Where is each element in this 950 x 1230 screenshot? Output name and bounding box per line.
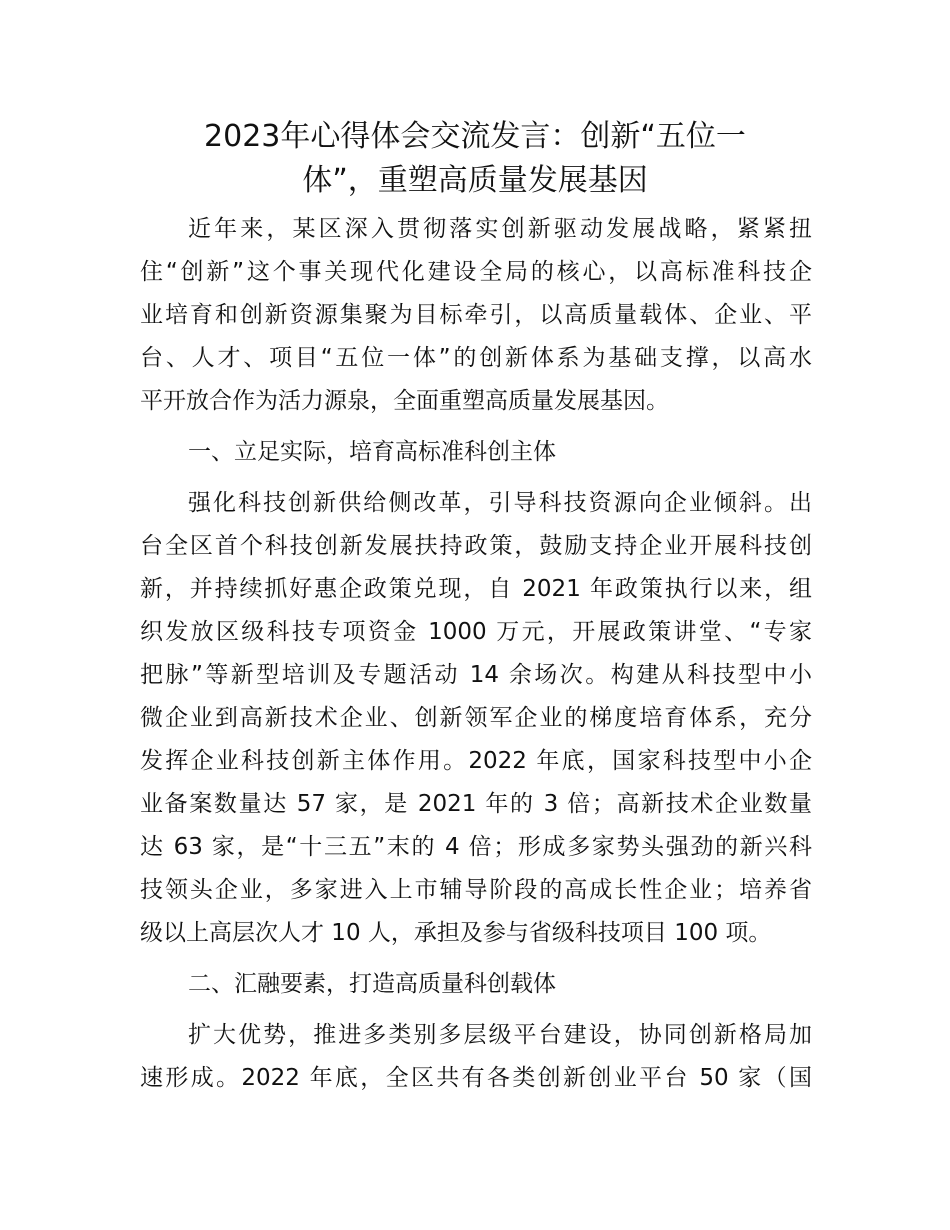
paragraph-line: 达 63 家，是“十三五”末的 4 倍；形成多家势头强劲的新兴科	[140, 834, 812, 860]
paragraph-intro	[140, 208, 812, 423]
paragraph-line: 平开放合作为活力源泉，全面重塑高质量发展基因。	[140, 388, 669, 414]
paragraph-line: 台、人才、项目“五位一体”的创新体系为基础支撑，以高水	[140, 345, 812, 371]
paragraph-line: 业备案数量达 57 家，是 2021 年的 3 倍；高新技术企业数量	[140, 791, 812, 817]
title-line-1: 2023年心得体会交流发言：创新“五位一	[204, 119, 746, 154]
paragraph-line: 发挥企业科技创新主体作用。2022 年底，国家科技型中小企	[140, 748, 812, 774]
paragraph-line: 扩大优势，推进多类别多层级平台建设，协同创新格局加	[188, 1022, 812, 1048]
paragraph-line: 技领头企业，多家进入上市辅导阶段的高成长性企业；培养省	[140, 877, 812, 903]
paragraph-section-1	[140, 482, 812, 955]
section-heading-text: 二、汇融要素，打造高质量科创载体	[188, 971, 556, 997]
title-line-2: 体”，重塑高质量发展基因	[302, 163, 648, 198]
paragraph-line: 微企业到高新技术企业、创新领军企业的梯度培育体系，充分	[140, 705, 812, 731]
paragraph-line: 台全区首个科技创新发展扶持政策，鼓励支持企业开展科技创	[140, 533, 812, 559]
paragraph-line: 速形成。2022 年底，全区共有各类创新创业平台 50 家（国	[140, 1065, 812, 1091]
paragraph-line: 业培育和创新资源集聚为目标牵引，以高质量载体、企业、平	[140, 302, 812, 328]
document-body	[140, 208, 812, 1100]
document-title	[140, 115, 810, 203]
paragraph-line: 把脉”等新型培训及专题活动 14 余场次。构建从科技型中小	[140, 662, 812, 688]
paragraph-line: 级以上高层次人才 10 人，承担及参与省级科技项目 100 项。	[140, 920, 772, 946]
paragraph-line: 织发放区级科技专项资金 1000 万元，开展政策讲堂、“专家	[140, 619, 812, 645]
section-heading-text: 一、立足实际，培育高标准科创主体	[188, 439, 556, 465]
paragraph-line: 新，并持续抓好惠企政策兑现，自 2021 年政策执行以来，组	[140, 576, 812, 602]
paragraph-line: 强化科技创新供给侧改革，引导科技资源向企业倾斜。出	[188, 490, 812, 516]
paragraph-section-2	[140, 1014, 812, 1100]
paragraph-line: 近年来，某区深入贯彻落实创新驱动发展战略，紧紧扭	[188, 216, 812, 242]
paragraph-line: 住“创新”这个事关现代化建设全局的核心，以高标准科技企	[140, 259, 812, 285]
section-heading-2	[140, 963, 812, 1006]
section-heading-1	[140, 431, 812, 474]
